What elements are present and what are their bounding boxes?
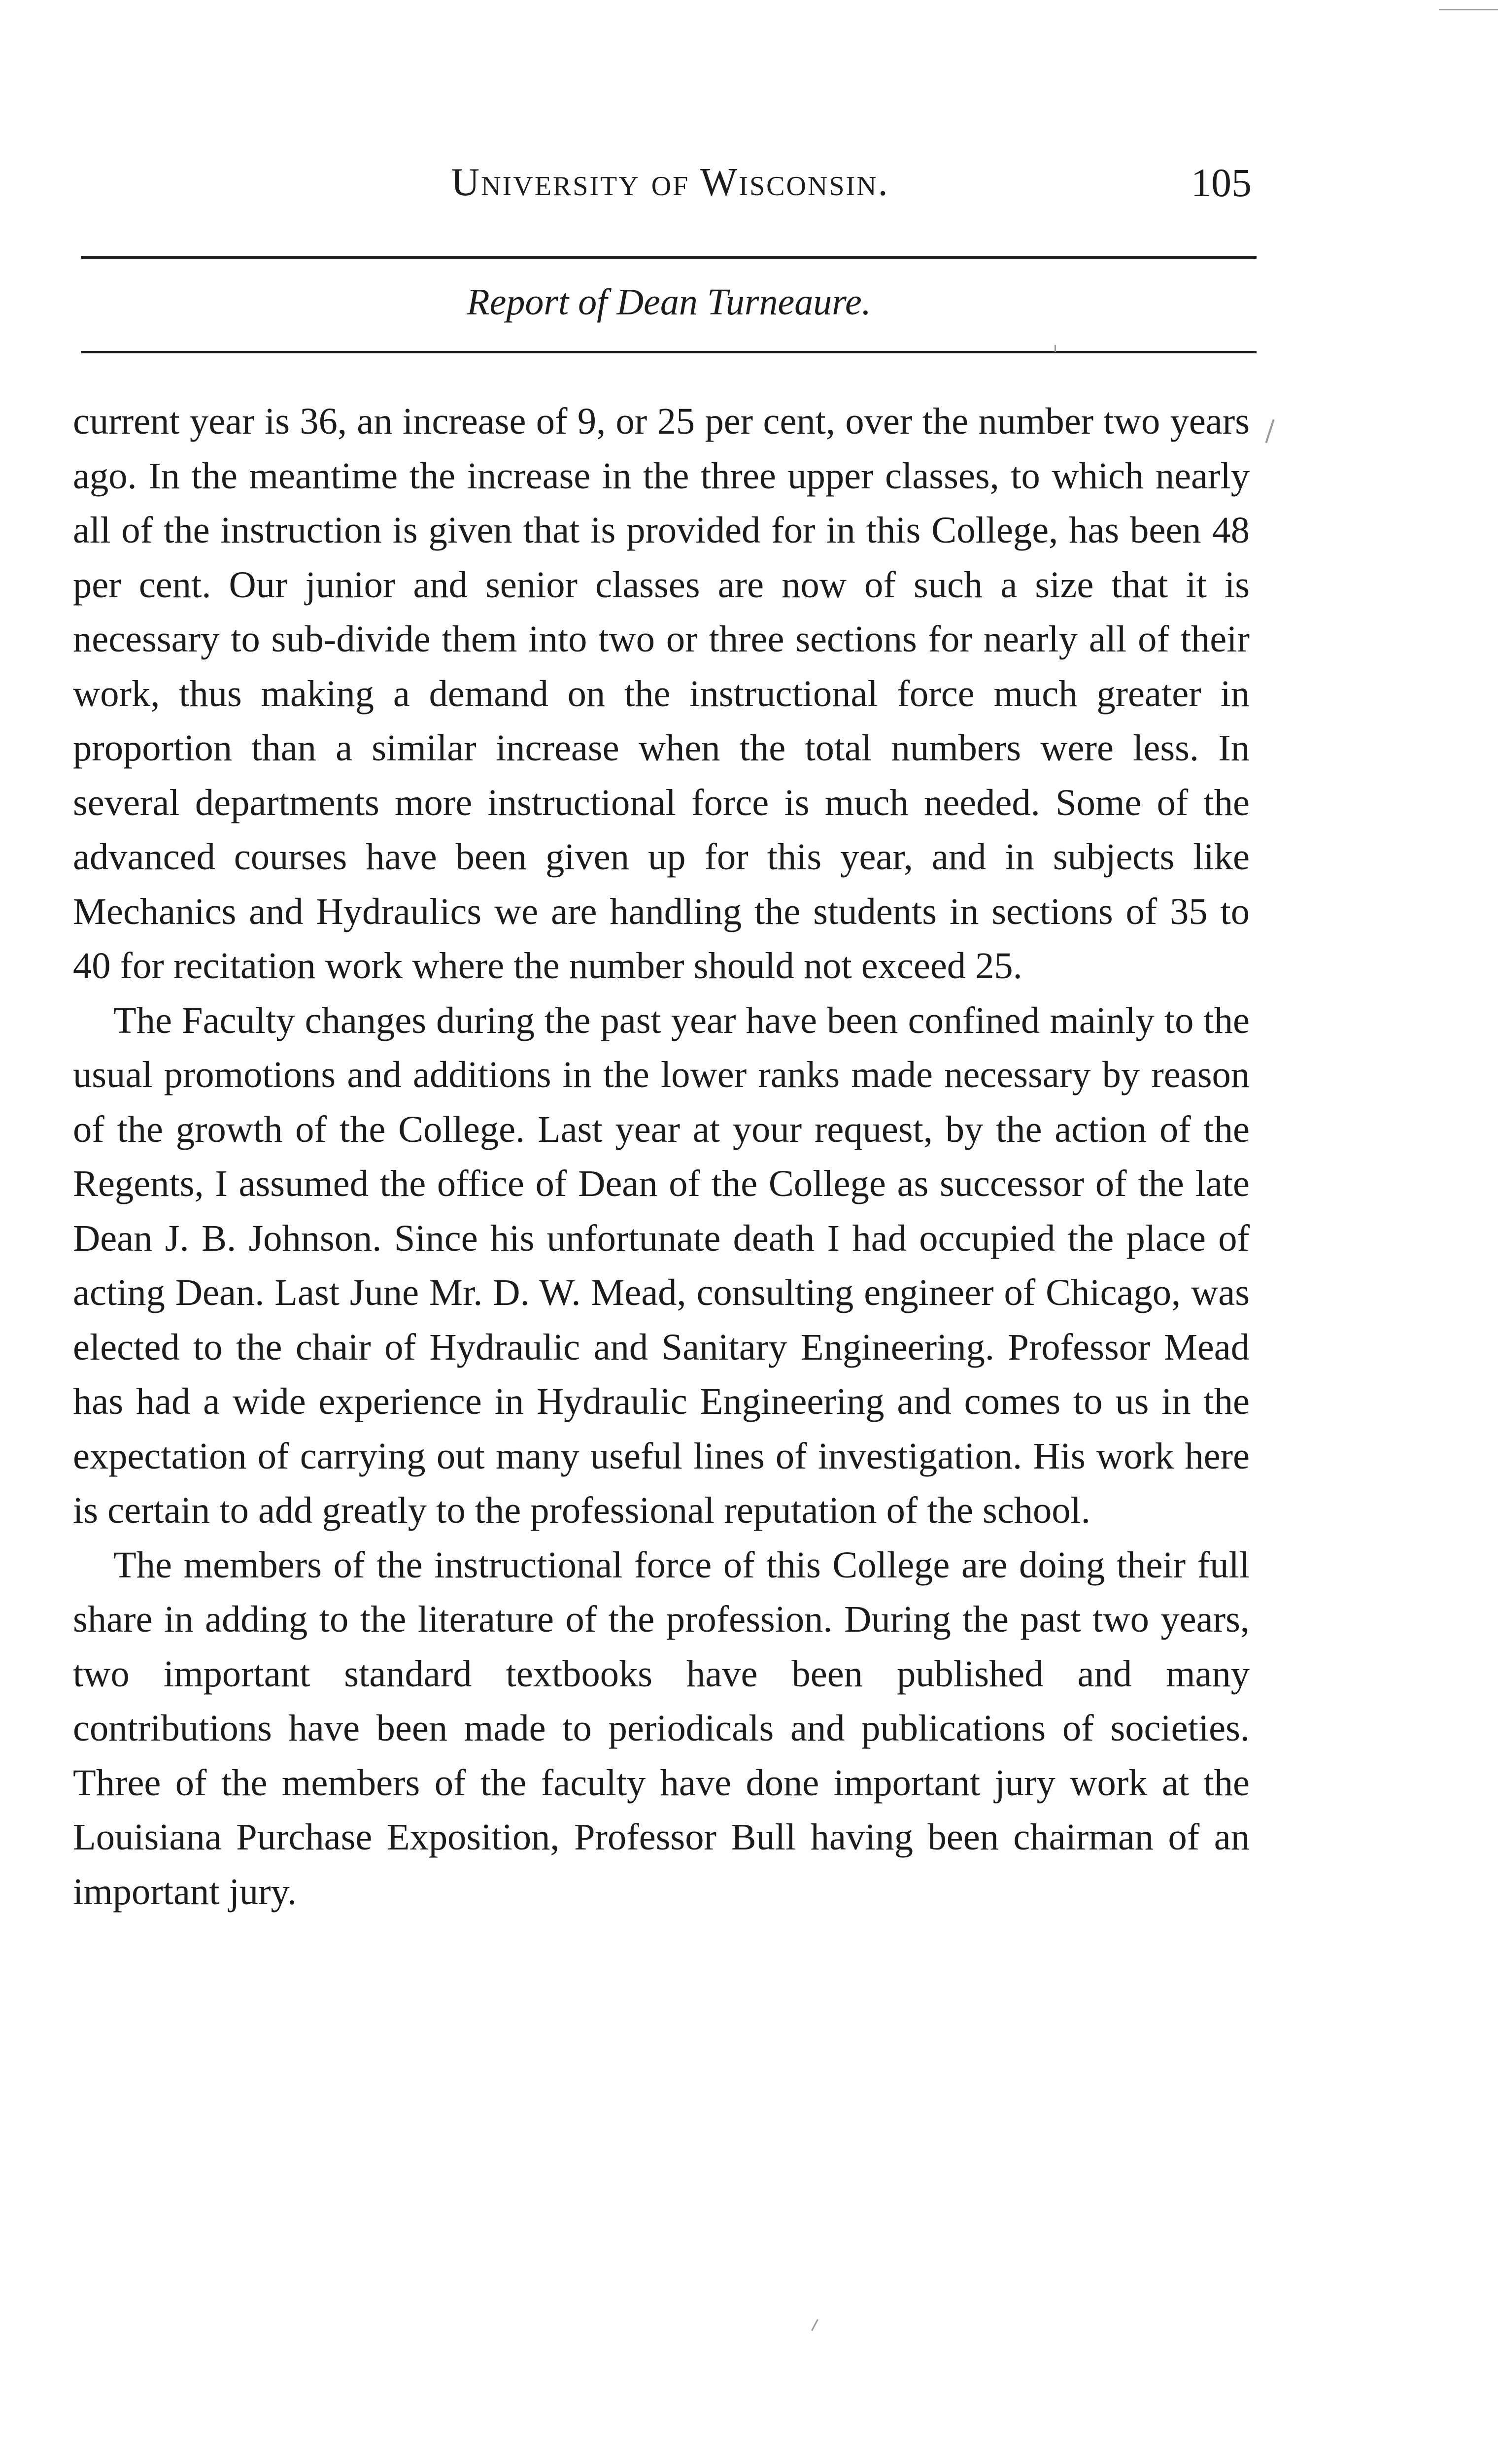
scan-edge-mark — [1439, 9, 1498, 10]
header-rule-bottom — [81, 351, 1257, 353]
paragraph-faculty-changes: The Faculty changes during the past year have been confined mainly to the usual promotions and additions in the lower ranks made necessary by reason of the growth of the College. Last year at your request, by the action of the Regents, I assumed the office of Dean of the College as successor of the late Dean J. B. Johnson. Since his unfortunate death I had occupied the place of acting Dean. Last June Mr. D. W. Mead, consulting engineer of Chicago, was elected to the chair of Hydraulic and Sanitary Engineering. Professor Mead has had a wide experience in Hydraulic Engineering and comes to us in the expectation of carrying out many useful lines of investigation. His work here is certain to add greatly to the professional reputation of the school. — [73, 999, 1250, 1531]
header-rule-top — [81, 256, 1257, 259]
page-number: 105 — [1191, 160, 1252, 205]
paragraph-continued: current year is 36, an increase of 9, or 25 per cent, over the number two years ago. In the meantime the increase in the three upper classes, to which nearly all of the instruction is given that is provided for in this College, has been 48 per cent. Our junior and senior classes are now of such a size that it is necessary to sub-divide them into two or three sections for nearly all of their work, thus making a demand on the instructional force much greater in proportion than a similar increase when the total numbers were less. In several departments more instructional force is much needed. Some of the advanced courses have been given up for this year, and in subjects like Mechanics and Hydraulics we are handling the students in sections of 35 to 40 for recitation work where the number should not exceed 25. — [73, 400, 1250, 987]
body-text — [73, 394, 1250, 1919]
section-title: Report of Dean Turneaure. — [467, 281, 871, 323]
paragraph-literature: The members of the instructional force of this College are doing their full share in adding to the literature of the profession. During the past two years, two important standard textbooks have been published and many contributions have been made to periodicals and publications of societies. Three of the members of the faculty have done important jury work at the Louisiana Purchase Exposition, Professor Bull having been chairman of an important jury. — [73, 1543, 1250, 1913]
scan-speck — [1055, 345, 1056, 352]
running-title: University of Wisconsin. — [451, 161, 889, 204]
scan-speck — [1265, 419, 1274, 444]
scan-speck — [811, 2319, 818, 2331]
